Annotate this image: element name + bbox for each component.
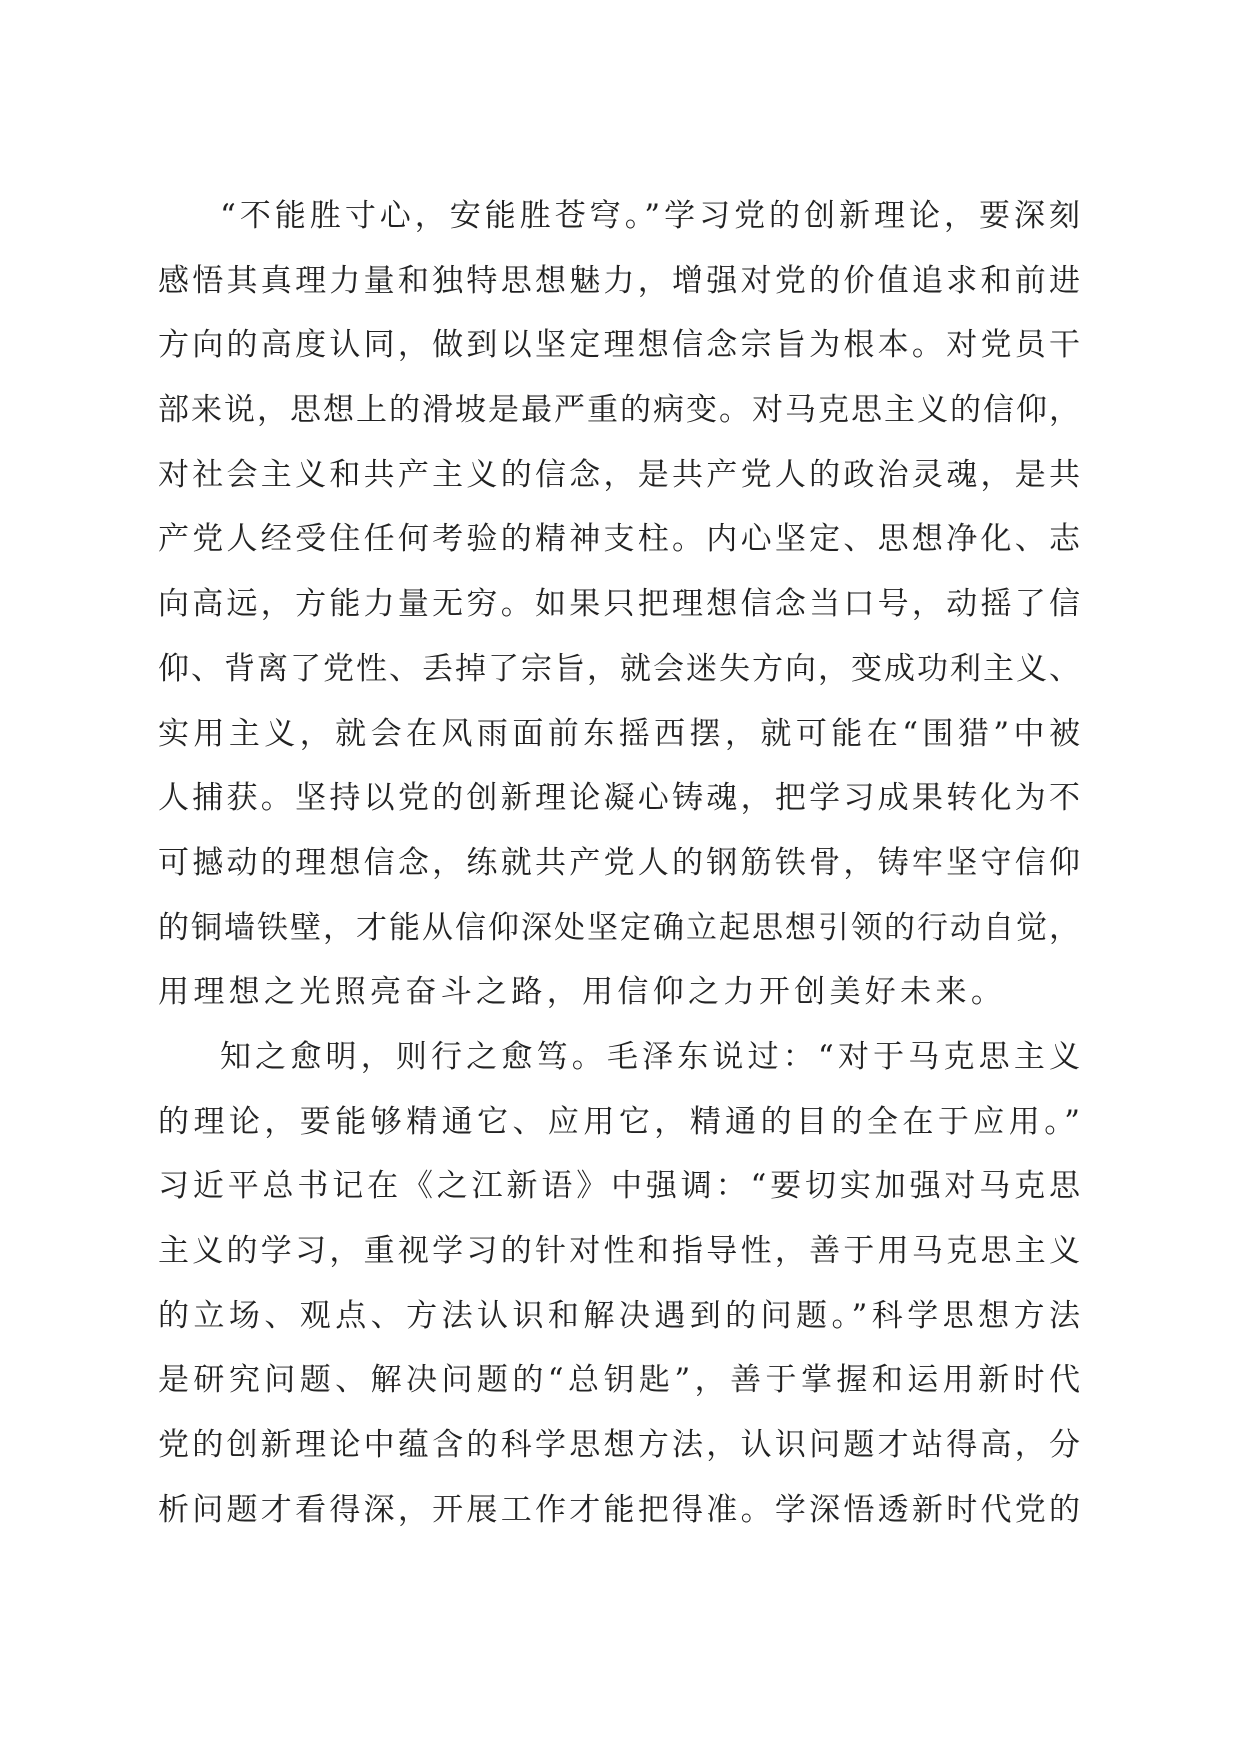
text-line: 实用主义，就会在风雨面前东摇西摆，就可能在“围猎”中被 — [158, 715, 1080, 752]
text-line: 的铜墙铁壁，才能从信仰深处坚定确立起思想引领的行动自觉， — [158, 909, 1080, 946]
text-line: 用理想之光照亮奋斗之路，用信仰之力开创美好未来。 — [158, 974, 1007, 1011]
text-line: 对社会主义和共产主义的信念，是共产党人的政治灵魂，是共 — [158, 456, 1080, 493]
text-line: 知之愈明，则行之愈笃。毛泽东说过：“对于马克思主义 — [220, 1038, 1080, 1075]
text-line: 部来说，思想上的滑坡是最严重的病变。对马克思主义的信仰， — [158, 392, 1080, 429]
text-line: 可撼动的理想信念，练就共产党人的钢筋铁骨，铸牢坚守信仰 — [158, 844, 1080, 881]
text-line: 产党人经受住任何考验的精神支柱。内心坚定、思想净化、志 — [158, 521, 1080, 558]
paragraph-ideals-and-beliefs — [158, 184, 1080, 1025]
text-line: 向高远，方能力量无穷。如果只把理想信念当口号，动摇了信 — [158, 586, 1080, 623]
text-line: “不能胜寸心，安能胜苍穹。”学习党的创新理论，要深刻 — [220, 198, 1080, 234]
text-line: 方向的高度认同，做到以坚定理想信念宗旨为根本。对党员干 — [158, 327, 1080, 364]
text-line: 党的创新理论中蕴含的科学思想方法，认识问题才站得高，分 — [158, 1427, 1080, 1464]
text-line: 人捕获。坚持以党的创新理论凝心铸魂，把学习成果转化为不 — [158, 780, 1080, 817]
text-line: 仰、背离了党性、丢掉了宗旨，就会迷失方向，变成功利主义、 — [158, 650, 1080, 687]
text-line: 习近平总书记在《之江新语》中强调：“要切实加强对马克思 — [158, 1168, 1080, 1205]
body-text — [158, 184, 1080, 1542]
text-line: 析问题才看得深，开展工作才能把得准。学深悟透新时代党的 — [158, 1491, 1080, 1528]
text-line: 主义的学习，重视学习的针对性和指导性，善于用马克思主义 — [158, 1233, 1080, 1269]
text-line: 的理论，要能够精通它、应用它，精通的目的全在于应用。” — [158, 1103, 1080, 1140]
text-line: 的立场、观点、方法认识和解决遇到的问题。”科学思想方法 — [158, 1297, 1080, 1334]
text-line: 感悟其真理力量和独特思想魅力，增强对党的价值追求和前进 — [158, 262, 1080, 299]
paragraph-scientific-method — [158, 1025, 1080, 1543]
text-line: 是研究问题、解决问题的“总钥匙”，善于掌握和运用新时代 — [158, 1362, 1080, 1399]
